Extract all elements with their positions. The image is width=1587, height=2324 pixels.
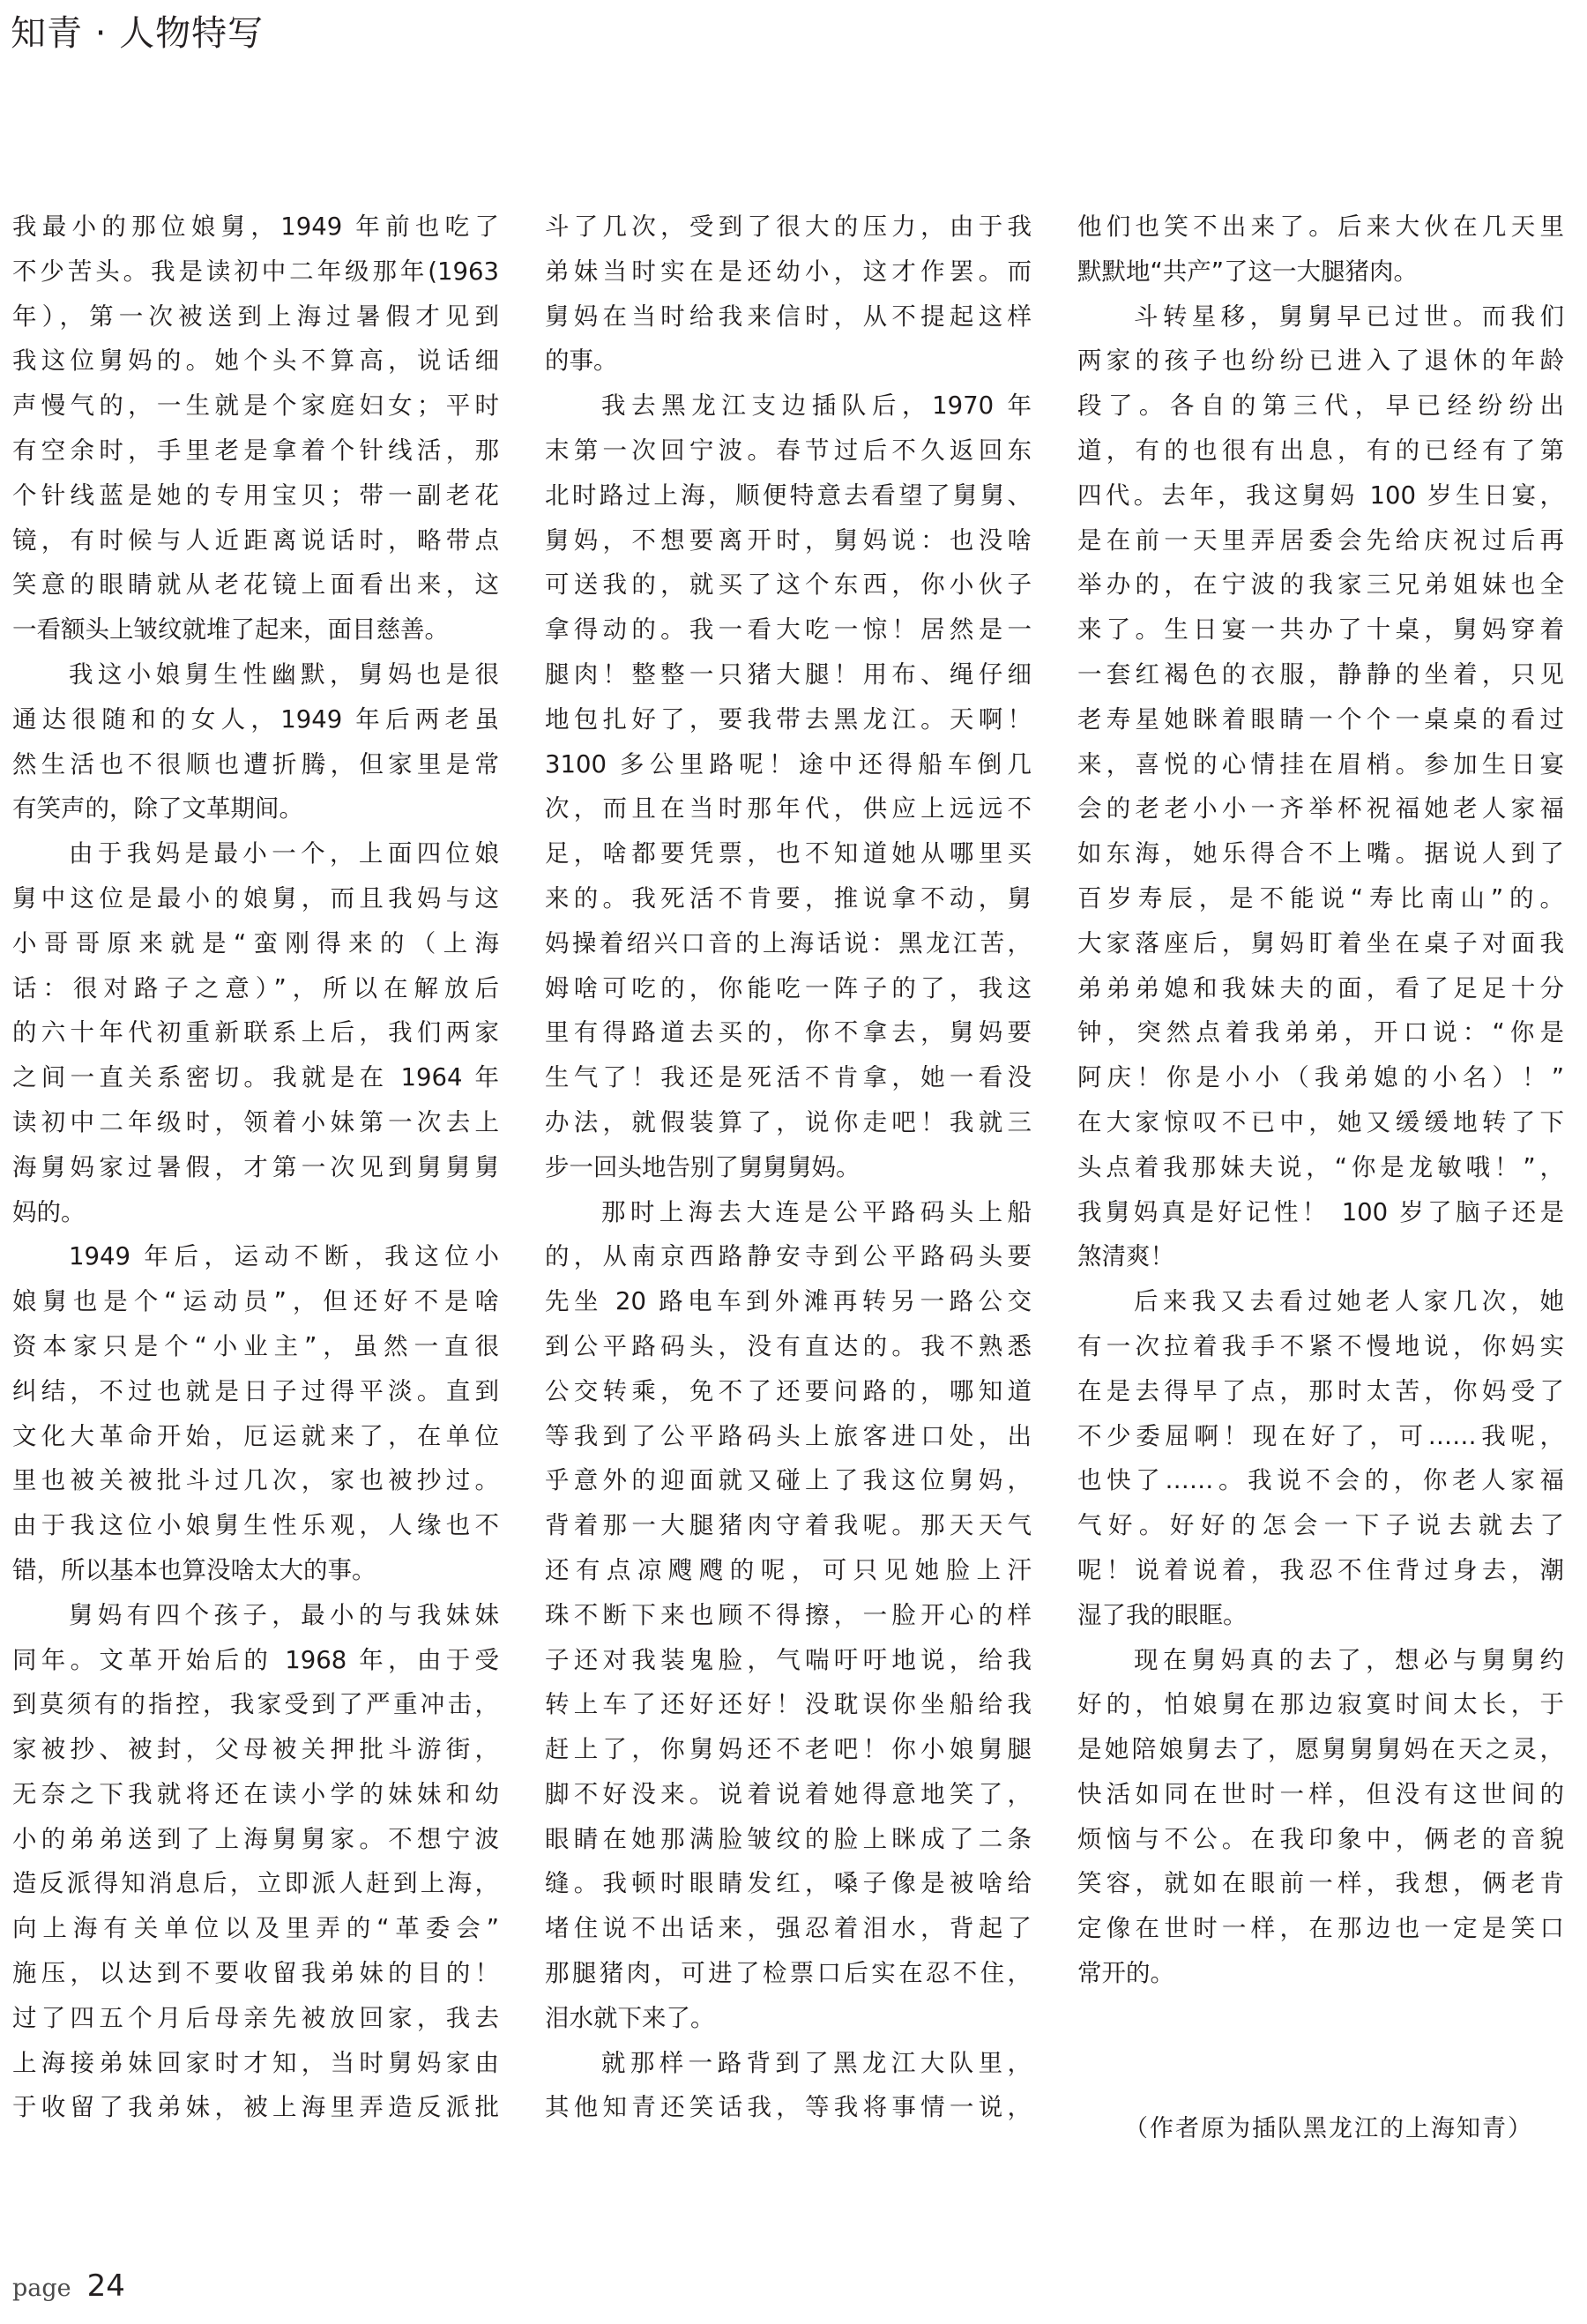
text-line: 那时上海去大连是公平路码头上船 [601,1197,1032,1226]
text-line: 不少委屈啊！现在好了，可……我呢， [1077,1421,1564,1450]
text-line: 有空余时，手里老是拿着个针线活，那 [12,436,499,465]
text-line: 笑容，就如在眼前一样，我想，俩老肯 [1077,1869,1564,1898]
text-line: 里也被关被批斗过几次，家也被抄过。 [12,1466,499,1495]
text-line: 舅中这位是最小的娘舅，而且我妈与这 [12,883,499,912]
text-line: 举办的，在宁波的我家三兄弟姐妹也全 [1077,570,1564,600]
text-line: 娘舅也是个“运动员”，但还好不是啥 [12,1287,499,1316]
text-line: 足，啥都要凭票，也不知道她从哪里买 [545,839,1032,868]
text-line: 的，从南京西路静安寺到公平路码头要 [545,1242,1032,1271]
text-line: 泪水就下来了。 [545,2003,715,2032]
text-line: 是她陪娘舅去了，愿舅舅舅妈在天之灵， [1077,1735,1564,1764]
text-line: 错，所以基本也算没啥太大的事。 [12,1555,376,1584]
text-line: 施压，以达到不要收留我弟妹的目的！ [12,1959,499,1988]
text-line: 姆啥可吃的，你能吃一阵子的了，我这 [545,973,1032,1002]
text-line: 末第一次回宁波。春节过后不久返回东 [545,436,1032,465]
text-line: 1949 年后，运动不断，我这位小 [69,1242,499,1271]
text-line: 会的老老小小一齐举杯祝福她老人家福 [1077,794,1564,823]
text-line: 两家的孩子也纷纷已进入了退休的年龄 [1077,346,1564,376]
text-line: 常开的。 [1077,1959,1174,1988]
text-line: 其他知青还笑话我，等我将事情一说， [545,2093,1032,2122]
text-line: 镜，有时候与人近距离说话时，略带点 [12,525,499,555]
text-line: 我舅妈真是好记性！ 100 岁了脑子还是 [1077,1197,1564,1226]
text-line: 眼睛在她那满脸皱纹的脸上眯成了二条 [545,1824,1032,1853]
text-line: 我最小的那位娘舅，1949 年前也吃了 [12,212,499,241]
text-line: 一看额头上皱纹就堆了起来，面目慈善。 [12,615,449,644]
text-line: 然生活也不很顺也遭折腾，但家里是常 [12,749,499,778]
text-line: 来了。生日宴一共办了十桌，舅妈穿着 [1077,615,1564,644]
text-line: 煞清爽！ [1077,1242,1174,1271]
text-line: 如东海，她乐得合不上嘴。据说人到了 [1077,839,1564,868]
text-line: 也快了……。我说不会的，你老人家福 [1077,1466,1564,1495]
text-line: 的六十年代初重新联系上后，我们两家 [12,1018,499,1047]
text-line: 定像在世时一样，在那边也一定是笑口 [1077,1914,1564,1943]
text-line: 珠不断下来也顾不得擦，一脸开心的样 [545,1600,1032,1629]
page-footer [12,2268,125,2304]
article-column-3 [1077,205,1564,1996]
text-line: 由于我这位小娘舅生性乐观，人缘也不 [12,1511,499,1540]
text-line: 不少苦头。我是读初中二年级那年(1963 [12,257,499,286]
text-line: 个针线蓝是她的专用宝贝；带一副老花 [12,480,499,510]
text-line: 向上海有关单位以及里弄的“革委会” [12,1914,499,1943]
text-line: 背着那一大腿猪肉守着我呢。那天天气 [545,1511,1032,1540]
text-line: 里有得路道去买的，你不拿去，舅妈要 [545,1018,1032,1047]
text-line: 北时路过上海，顺便特意去看望了舅舅、 [545,480,1032,510]
text-line: 到公平路码头，没有直达的。我不熟悉 [545,1331,1032,1360]
text-line: 缝。我顿时眼睛发红，嗓子像是被啥给 [545,1869,1032,1898]
text-line: 烦恼与不公。在我印象中，俩老的音貌 [1077,1824,1564,1853]
page-number: 24 [86,2268,125,2304]
text-line: 乎意外的迎面就又碰上了我这位舅妈， [545,1466,1032,1495]
text-line: 舅妈，不想要离开时，舅妈说：也没啥 [545,525,1032,555]
text-line: 同年。文革开始后的 1968 年，由于受 [12,1645,499,1674]
text-line: 钟，突然点着我弟弟，开口说：“你是 [1077,1018,1564,1047]
text-line: 还有点凉飕飕的呢，可只见她脸上汗 [545,1555,1032,1584]
text-line: 阿庆！你是小小（我弟媳的小名）！” [1077,1063,1564,1092]
text-line: 四代。去年，我这舅妈 100 岁生日宴， [1077,480,1564,510]
text-line: 我这小娘舅生性幽默，舅妈也是很 [69,659,499,689]
text-line: 文化大革命开始，厄运就来了，在单位 [12,1421,499,1450]
text-line: 妈操着绍兴口音的上海话说：黑龙江苦， [545,928,1032,957]
text-line: 现在舅妈真的去了，想必与舅舅约 [1134,1645,1564,1674]
text-line: 后来我又去看过她老人家几次，她 [1134,1287,1564,1316]
text-line: 过了四五个月后母亲先被放回家，我去 [12,2003,499,2032]
text-line: 小哥哥原来就是“蛮刚得来的（上海 [12,928,499,957]
text-line: 声慢气的，一生就是个家庭妇女；平时 [12,391,499,421]
article-column-2 [545,205,1032,2130]
text-line: 次，而且在当时那年代，供应上远远不 [545,794,1032,823]
text-line: 3100 多公里路呢！途中还得船车倒几 [545,749,1032,778]
text-line: 赶上了，你舅妈还不老吧！你小娘舅腿 [545,1735,1032,1764]
text-line: 年），第一次被送到上海过暑假才见到 [12,302,499,331]
text-line: 之间一直关系密切。我就是在 1964 年 [12,1063,499,1092]
text-line: 海舅妈家过暑假，才第一次见到舅舅舅 [12,1152,499,1181]
text-line: 等我到了公平路码头上旅客进口处，出 [545,1421,1032,1450]
text-line: 老寿星她眯着眼睛一个个一桌桌的看过 [1077,704,1564,734]
text-line: 段了。各自的第三代，早已经纷纷出 [1077,391,1564,421]
text-line: 转上车了还好还好！没耽误你坐船给我 [545,1690,1032,1719]
text-line: 生气了！我还是死活不肯拿，她一看没 [545,1063,1032,1092]
article-column-1 [12,205,499,2130]
text-line: 笑意的眼睛就从老花镜上面看出来，这 [12,570,499,600]
text-line: 百岁寿辰，是不能说“寿比南山”的。 [1077,883,1564,912]
text-line: 读初中二年级时，领着小妹第一次去上 [12,1107,499,1136]
text-line: 无奈之下我就将还在读小学的妹妹和幼 [12,1779,499,1808]
text-line: 小的弟弟送到了上海舅舅家。不想宁波 [12,1824,499,1853]
text-line: 呢！说着说着，我忍不住背过身去，潮 [1077,1555,1564,1584]
text-line: 腿肉！整整一只猪大腿！用布、绳仔细 [545,659,1032,689]
text-line: 我这位舅妈的。她个头不算高，说话细 [12,346,499,376]
text-line: 气好。好好的怎会一下子说去就去了 [1077,1511,1564,1540]
text-line: 来，喜悦的心情挂在眉梢。参加生日宴 [1077,749,1564,778]
text-line: 好的，怕娘舅在那边寂寞时间太长，于 [1077,1690,1564,1719]
text-line: 地包扎好了，要我带去黑龙江。天啊！ [545,704,1032,734]
text-line: 有笑声的，除了文革期间。 [12,794,303,823]
text-line: 是在前一天里弄居委会先给庆祝过后再 [1077,525,1564,555]
text-line: 纠结，不过也就是日子过得平淡。直到 [12,1376,499,1405]
text-line: 由于我妈是最小一个，上面四位娘 [69,839,499,868]
text-line: 弟妹当时实在是还幼小，这才作罢。而 [545,257,1032,286]
text-line: 在大家惊叹不已中，她又缓缓地转了下 [1077,1107,1564,1136]
text-line: 到莫须有的指控，我家受到了严重冲击， [12,1690,499,1719]
author-note: （作者原为插队黑龙江的上海知青） [1124,2115,1533,2142]
text-line: 步一回头地告别了舅舅舅妈。 [545,1152,861,1181]
text-line: 资本家只是个“小业主”，虽然一直很 [12,1331,499,1360]
text-line: 通达很随和的女人，1949 年后两老虽 [12,704,499,734]
page-label: page [12,2275,71,2302]
text-line: 妈的。 [12,1197,86,1226]
text-line: 在是去得早了点，那时太苦，你妈受了 [1077,1376,1564,1405]
text-line: 来的。我死活不肯要，推说拿不动，舅 [545,883,1032,912]
text-line: 斗转星移，舅舅早已过世。而我们 [1134,302,1564,331]
text-line: 默默地“共产”了这一大腿猪肉。 [1077,257,1418,286]
text-line: 就那样一路背到了黑龙江大队里， [601,2048,1032,2077]
text-line: 家被抄、被封，父母被关押批斗游街， [12,1735,499,1764]
text-line: 道，有的也很有出息，有的已经有了第 [1077,436,1564,465]
text-line: 有一次拉着我手不紧不慢地说，你妈实 [1077,1331,1564,1360]
text-line: 斗了几次，受到了很大的压力，由于我 [545,212,1032,241]
section-header: 知青 · 人物特写 [11,13,264,54]
text-line: 的事。 [545,346,618,376]
text-line: 公交转乘，免不了还要问路的，哪知道 [545,1376,1032,1405]
text-line: 可送我的，就买了这个东西，你小伙子 [545,570,1032,600]
text-line: 他们也笑不出来了。后来大伙在几天里 [1077,212,1564,241]
text-line: 上海接弟妹回家时才知，当时舅妈家由 [12,2048,499,2077]
text-line: 头点着我那妹夫说，“你是龙敏哦！”， [1077,1152,1564,1181]
text-line: 舅妈在当时给我来信时，从不提起这样 [545,302,1032,331]
text-line: 湿了我的眼眶。 [1077,1600,1248,1629]
text-line: 造反派得知消息后，立即派人赶到上海， [12,1869,499,1898]
text-line: 大家落座后，舅妈盯着坐在桌子对面我 [1077,928,1564,957]
text-line: 于收留了我弟妹，被上海里弄造反派批 [12,2093,499,2122]
text-line: 我去黑龙江支边插队后，1970 年 [601,391,1032,421]
text-line: 堵住说不出话来，强忍着泪水，背起了 [545,1914,1032,1943]
text-line: 脚不好没来。说着说着她得意地笑了， [545,1779,1032,1808]
text-line: 话：很对路子之意）”，所以在解放后 [12,973,499,1002]
text-line: 弟弟弟媳和我妹夫的面，看了足足十分 [1077,973,1564,1002]
text-line: 那腿猪肉，可进了检票口后实在忍不住， [545,1959,1032,1988]
text-line: 先坐 20 路电车到外滩再转另一路公交 [545,1287,1032,1316]
text-line: 舅妈有四个孩子，最小的与我妹妹 [69,1600,499,1629]
text-line: 拿得动的。我一看大吃一惊！居然是一 [545,615,1032,644]
text-line: 子还对我装鬼脸，气喘吁吁地说，给我 [545,1645,1032,1674]
text-line: 办法，就假装算了，说你走吧！我就三 [545,1107,1032,1136]
text-line: 快活如同在世时一样，但没有这世间的 [1077,1779,1564,1808]
text-line: 一套红褐色的衣服，静静的坐着，只见 [1077,659,1564,689]
